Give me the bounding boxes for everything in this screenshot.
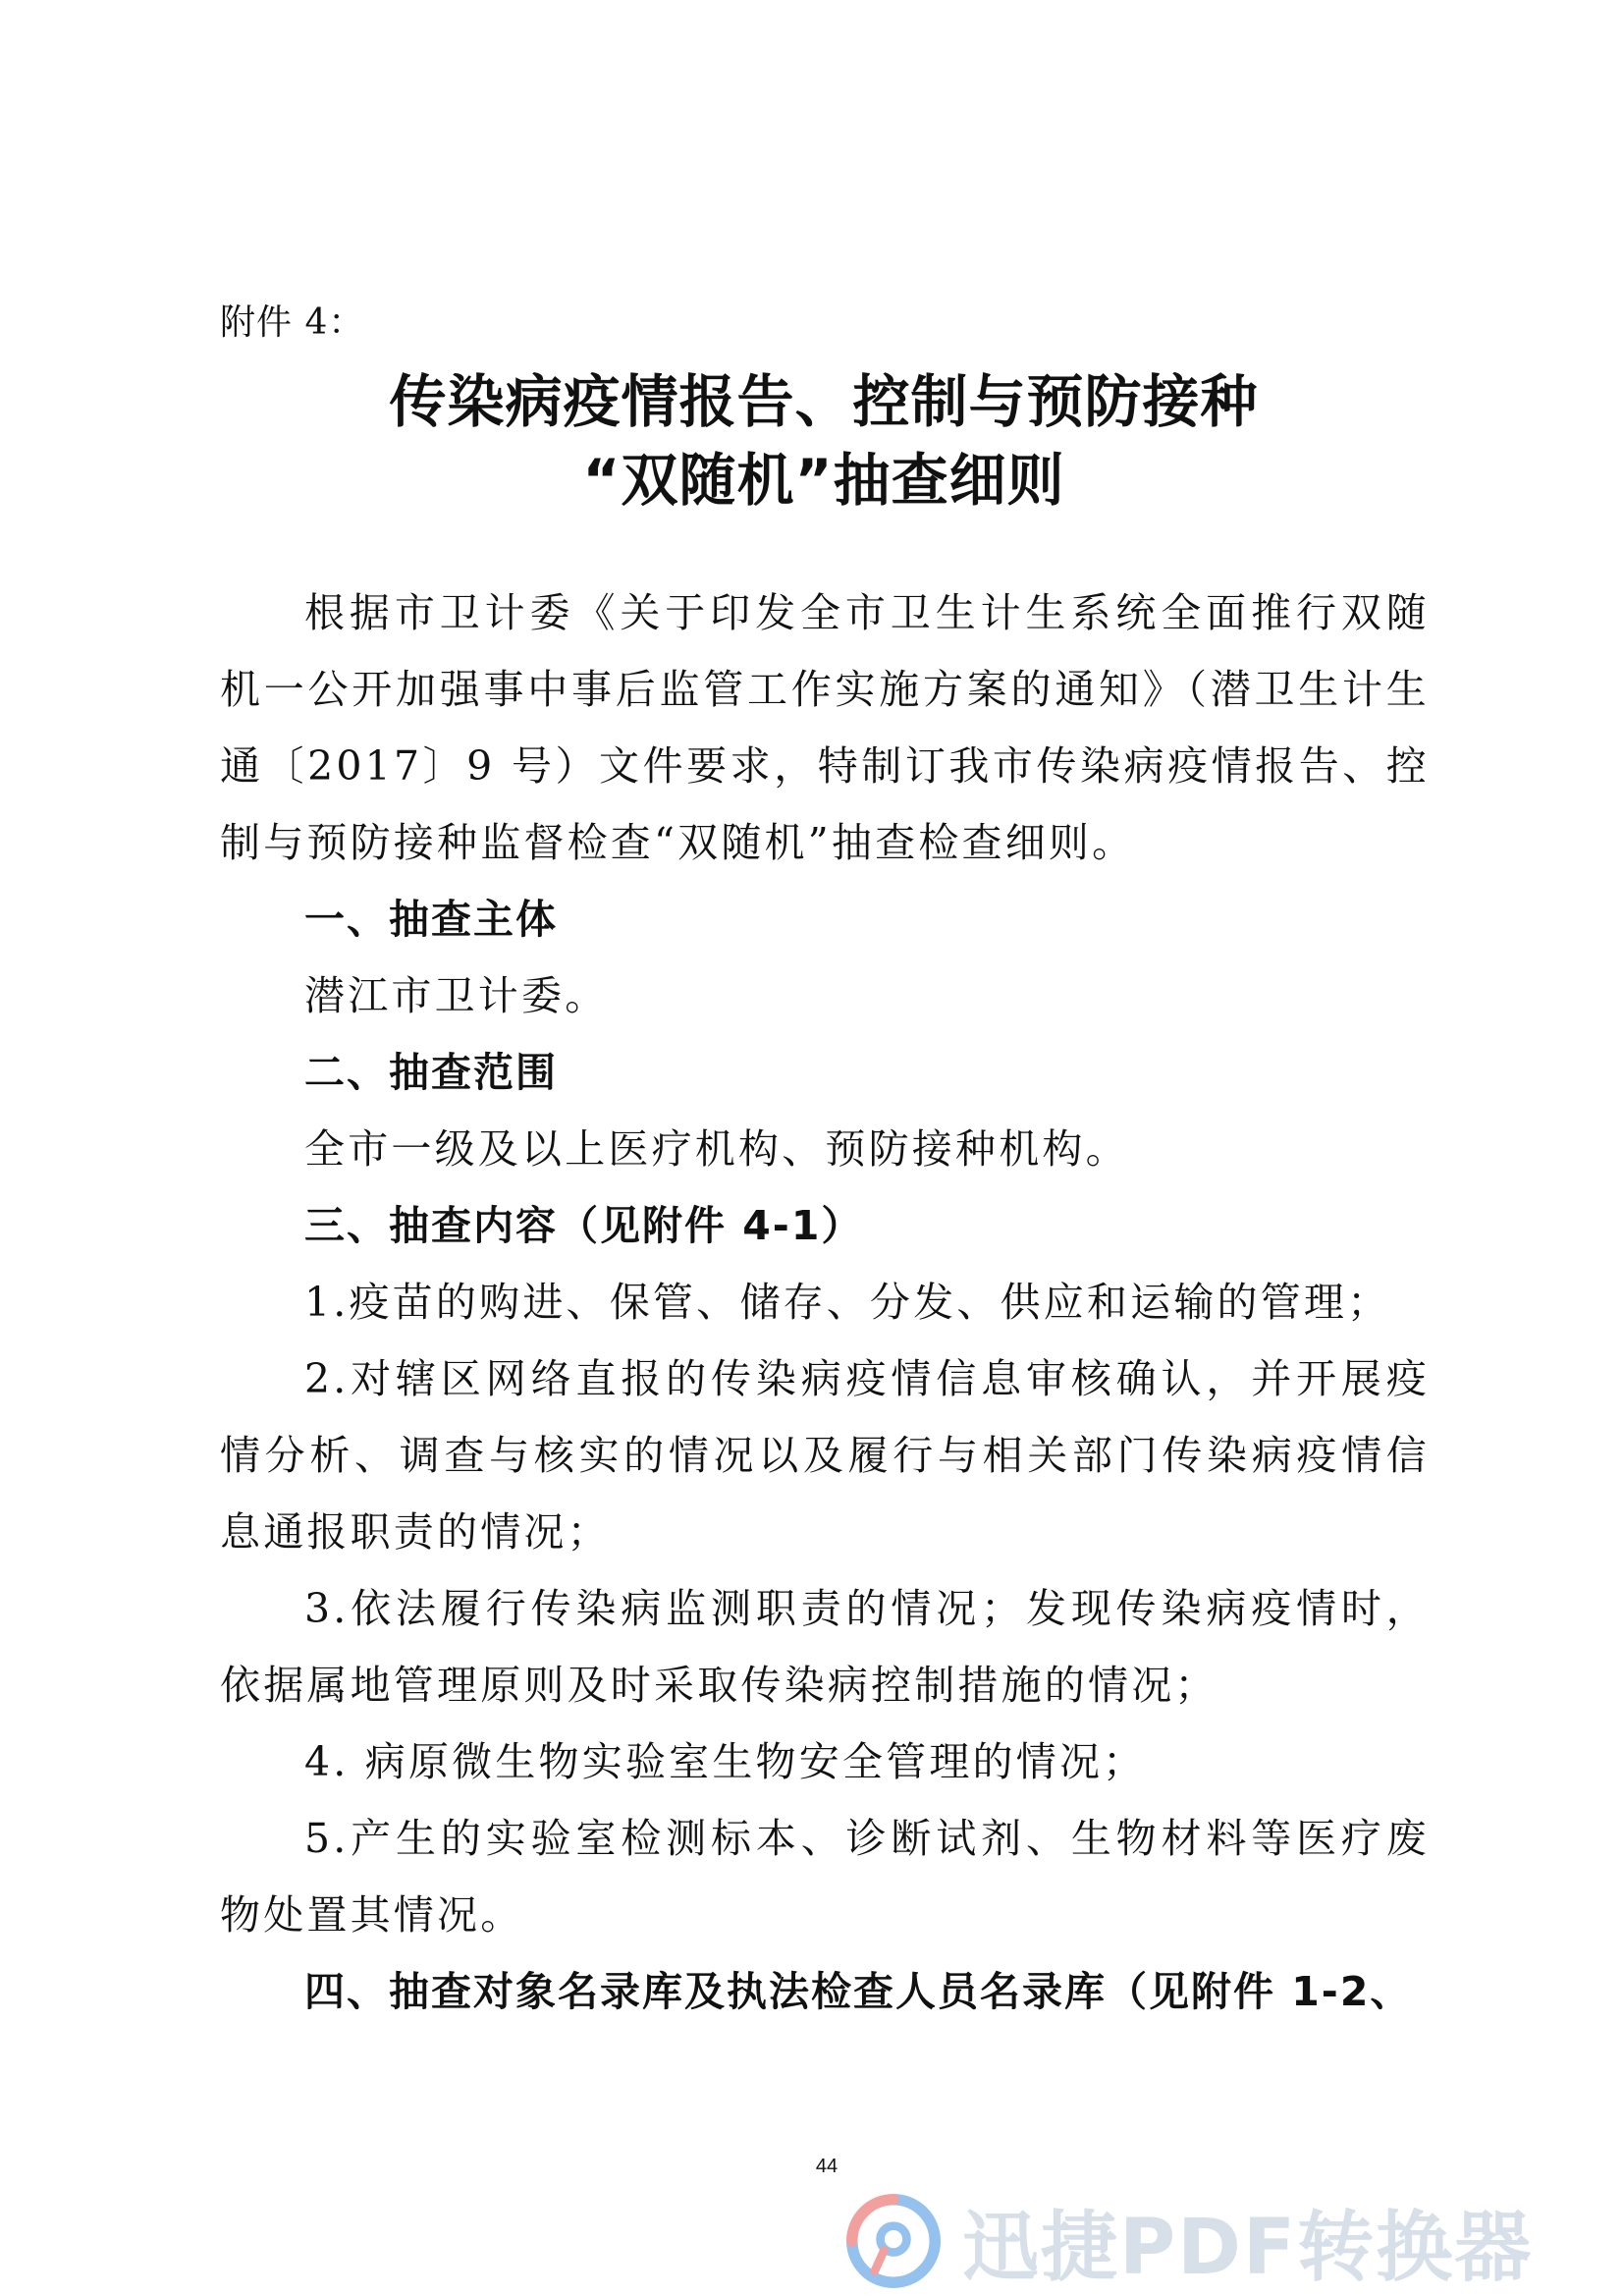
intro-paragraph: 根据市卫计委《关于印发全市卫生计生系统全面推行双随机一公开加强事中事后监管工作实施方案的通知》（潜卫生计生通〔2017〕9 号）文件要求，特制订我市传染病疫情报告、控制与预防接种监督检查“双随机”抽查检查细则。: [220, 589, 1430, 866]
section-body-2: 全市一级及以上医疗机构、预防接种机构。: [304, 1125, 1129, 1173]
attachment-label: 附件 4：: [220, 302, 365, 343]
document-body: [220, 574, 1430, 2030]
page-number: 44: [815, 2156, 839, 2177]
list-item-1: 1.疫苗的购进、保管、储存、分发、供应和运输的管理；: [304, 1279, 1391, 1326]
list-item-5: 5.产生的实验室检测标本、诊断试剂、生物材料等医疗废物处置其情况。: [220, 1815, 1430, 1939]
list-item-2: 2.对辖区网络直报的传染病疫情信息审核确认，并开展疫情分析、调查与核实的情况以及履行与相关部门传染病疫情信息通报职责的情况；: [220, 1355, 1430, 1556]
list-item-4: 4. 病原微生物实验室生物安全管理的情况；: [304, 1738, 1147, 1785]
section-heading-4: 四、抽查对象名录库及执法检查人员名录库（见附件 1-2、: [304, 1968, 1413, 2015]
watermark: [846, 2192, 1593, 2290]
section-heading-3: 三、抽查内容（见附件 4-1）: [304, 1202, 864, 1249]
document-title-line-2: “双随机”抽查细则: [582, 447, 1065, 514]
xunjie-logo-icon: [846, 2194, 941, 2288]
section-heading-2: 二、抽查范围: [304, 1049, 558, 1096]
list-item-3: 3.依法履行传染病监测职责的情况；发现传染病疫情时，依据属地管理原则及时采取传染病控制措施的情况；: [220, 1585, 1430, 1709]
section-heading-1: 一、抽查主体: [304, 896, 558, 943]
section-body-1: 潜江市卫计委。: [304, 972, 609, 1019]
watermark-text: 迅捷PDF转换器: [962, 2204, 1534, 2292]
document-title-line-1: 传染病疫情报告、控制与预防接种: [389, 368, 1259, 435]
